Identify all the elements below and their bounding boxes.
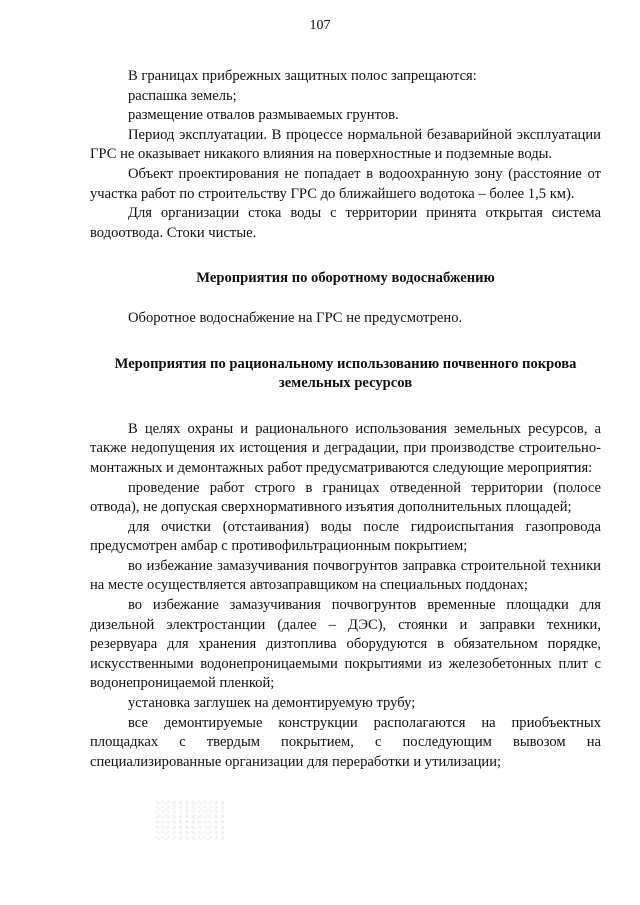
scan-smudge bbox=[155, 800, 225, 840]
page-body bbox=[90, 67, 601, 772]
paragraph: Период эксплуатации. В процессе нормальной безаварийной эксплуатации ГРС не оказывает никакого влияния на поверхностные и подземные воды. bbox=[90, 126, 601, 163]
page-number: 107 bbox=[309, 18, 331, 33]
paragraph: Оборотное водоснабжение на ГРС не предусмотрено. bbox=[128, 309, 463, 326]
list-item: установка заглушек на демонтируемую трубу; bbox=[128, 695, 416, 712]
paragraph: В целях охраны и рационального использования земельных ресурсов, а также недопущения их истощения и деградации, при производстве строительно-монтажных и демонтажных работ предусматриваются следующие мероприятия: bbox=[90, 420, 601, 476]
list-item: во избежание замазучивания почвогрунтов временные площадки для дизельной электростанции (далее – ДЭС), стоянки и заправки техники, резервуара для хранения дизтоплива оборудуются в обязательном порядке, искусственными водонепроницаемыми покрытиями из железобетонных плит с водонепроницаемой пленкой; bbox=[90, 597, 601, 692]
paragraph: распашка земель; bbox=[128, 87, 237, 104]
list-item: все демонтируемые конструкции располагаются на приобъектных площадках с твердым покрытием, с последующим вывозом на специализированные организации для переработки и утилизации; bbox=[90, 714, 601, 770]
paragraph: Для организации стока воды с территории принята открытая система водоотвода. Стоки чистые. bbox=[90, 205, 601, 241]
section-heading: Мероприятия по оборотному водоснабжению bbox=[196, 270, 495, 287]
list-item: проведение работ строго в границах отведенной территории (полосе отвода), не допуская сверхнормативного изъятия дополнительных площадей; bbox=[90, 479, 601, 516]
section-heading: Мероприятия по рациональному использованию почвенного покрова земельных ресурсов bbox=[114, 355, 577, 392]
list-item: во избежание замазучивания почвогрунтов заправка строительной техники на месте осуществляется автозаправщиком на специальных поддонах; bbox=[90, 557, 601, 594]
list-item: для очистки (отстаивания) воды после гидроиспытания газопровода предусмотрен амбар с противофильтрационным покрытием; bbox=[90, 518, 601, 555]
paragraph: Объект проектирования не попадает в водоохранную зону (расстояние от участка работ по строительству ГРС до ближайшего водотока – более 1,5 км). bbox=[90, 165, 601, 202]
paragraph: В границах прибрежных защитных полос запрещаются: bbox=[128, 68, 477, 84]
paragraph: размещение отвалов размываемых грунтов. bbox=[128, 107, 399, 124]
